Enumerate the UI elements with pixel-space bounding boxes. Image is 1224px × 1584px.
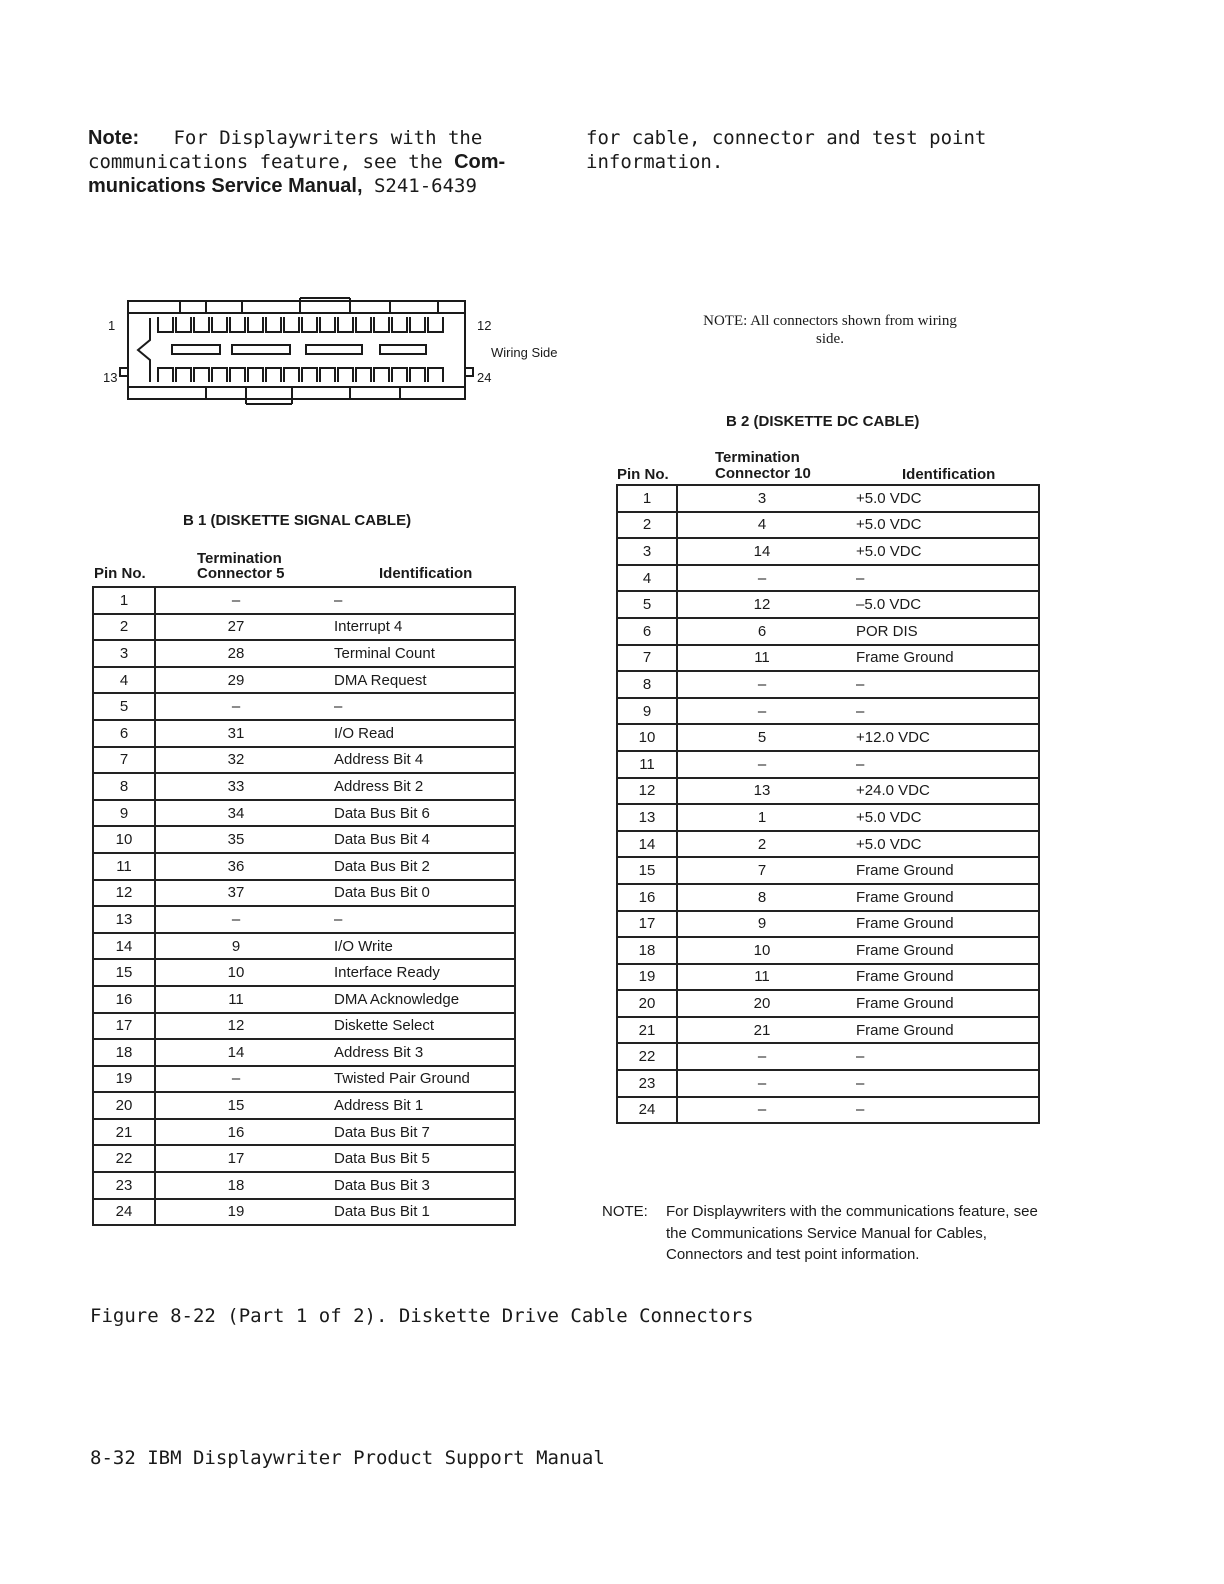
identification-cell: Frame Ground [846,1017,1039,1044]
pin-cell: 21 [617,1017,677,1044]
manual-name: Com- munications Service Manual, [88,151,506,197]
pin-cell: 12 [93,880,155,907]
pin-cell: 21 [93,1119,155,1146]
table-row [617,645,1039,672]
figure-caption: Figure 8-22 (Part 1 of 2). Diskette Drive Cable Connectors [90,1305,754,1327]
table-row [617,884,1039,911]
table-row [617,618,1039,645]
termination-cell: 11 [677,964,846,991]
identification-cell: Data Bus Bit 1 [316,1199,515,1226]
table-row [617,778,1039,805]
intro-note-left [88,126,540,198]
pin-cell: 10 [93,826,155,853]
identification-cell: Frame Ground [846,645,1039,672]
identification-cell: Data Bus Bit 0 [316,880,515,907]
termination-cell: – [231,591,241,609]
table-row [93,1199,515,1226]
b2-col-term-2: Connector 10 [715,465,811,482]
termination-cell: 21 [677,1017,846,1044]
identification-cell: – [846,751,1039,778]
identification-cell: +5.0 VDC [856,489,922,507]
connector-outline [128,301,465,399]
table-row [93,1145,515,1172]
pin-cell: 19 [93,1066,155,1093]
termination-cell: 33 [155,773,316,800]
pin-cell: 9 [617,698,677,725]
b2-col-id: Identification [902,466,996,483]
pin-cell: 6 [617,618,677,645]
termination-cell: – [677,698,846,725]
table-row [93,986,515,1013]
termination-cell: 10 [677,937,846,964]
b1-col-pin: Pin No. [94,565,146,582]
pin-cell: 1 [617,485,677,512]
table-row [617,512,1039,539]
termination-cell: – [155,1066,316,1093]
pin-cell: 16 [93,986,155,1013]
termination-cell: 3 [757,489,767,507]
termination-cell: 4 [677,512,846,539]
pin-cell: 12 [617,778,677,805]
termination-cell: 11 [677,645,846,672]
b2-col-term-1: Termination [715,449,800,466]
pin-cell: 5 [93,693,155,720]
intro-note-right: for cable, connector and test point information. [586,127,987,173]
identification-cell: DMA Acknowledge [316,986,515,1013]
pin-label-13: 13 [103,370,118,385]
identification-cell: – [334,591,343,609]
bottom-note-text: For Displaywriters with the communications feature, see the Communications Service Manual for Cables, Connectors and test point information. [666,1203,1038,1263]
termination-cell: 9 [677,911,846,938]
pin-cell: 6 [93,720,155,747]
note-text: For Displaywriters with the communications feature, see the [88,127,483,173]
pin-cell: 22 [93,1145,155,1172]
pin-cell: 24 [93,1199,155,1226]
termination-cell: 14 [155,1039,316,1066]
table-row [617,698,1039,725]
table-row [93,1172,515,1199]
pin-cell: 18 [93,1039,155,1066]
termination-cell: – [677,1097,846,1124]
identification-cell: Address Bit 3 [316,1039,515,1066]
identification-cell: – [846,671,1039,698]
pin-label-24: 24 [477,370,492,385]
identification-cell: – [846,698,1039,725]
table-row [93,773,515,800]
pin-cell: 17 [617,911,677,938]
termination-cell: 5 [677,724,846,751]
pin-cell: 13 [93,906,155,933]
identification-cell: – [846,1070,1039,1097]
pin-cell: 2 [93,614,155,641]
termination-cell: 2 [677,831,846,858]
identification-cell: I/O Read [316,720,515,747]
identification-cell: Twisted Pair Ground [316,1066,515,1093]
wiring-side-label: Wiring Side [491,345,558,360]
page-footer: 8-32 IBM Displaywriter Product Support Manual [90,1447,605,1469]
pin-cell: 9 [93,800,155,827]
table-row [617,857,1039,884]
table-row [617,804,1039,831]
pin-cell: 11 [617,751,677,778]
termination-cell: – [677,565,846,592]
pin-cell: 7 [93,747,155,774]
termination-cell: 19 [155,1199,316,1226]
identification-cell: DMA Request [316,667,515,694]
b2-pin-table [616,484,1040,1124]
pin-cell: 14 [617,831,677,858]
termination-cell: 1 [677,804,846,831]
table-row [93,693,515,720]
termination-cell: 34 [155,800,316,827]
termination-cell: 6 [677,618,846,645]
pin-cell: 18 [617,937,677,964]
identification-cell: +5.0 VDC [846,538,1039,565]
pin-cell: 8 [93,773,155,800]
table-row [93,587,515,614]
table-row [93,1066,515,1093]
pin-cell: 10 [617,724,677,751]
pin-cell: 15 [93,959,155,986]
identification-cell: Frame Ground [846,857,1039,884]
termination-cell: 18 [155,1172,316,1199]
table-row [93,640,515,667]
table-row [617,1070,1039,1097]
pin-cell: 16 [617,884,677,911]
table-row [617,1017,1039,1044]
identification-cell: Frame Ground [846,884,1039,911]
termination-cell: 29 [155,667,316,694]
identification-cell: Diskette Select [316,1013,515,1040]
identification-cell: POR DIS [846,618,1039,645]
pin-cell: 2 [617,512,677,539]
identification-cell: – [846,565,1039,592]
pin-cell: 5 [617,591,677,618]
pin-cell: 19 [617,964,677,991]
identification-cell: +12.0 VDC [846,724,1039,751]
connector-diagram [100,296,580,408]
termination-cell: – [677,1070,846,1097]
table-row [617,485,1039,512]
identification-cell: Interface Ready [316,959,515,986]
termination-cell: – [677,1043,846,1070]
identification-cell: Frame Ground [846,964,1039,991]
pin-cell: 20 [93,1092,155,1119]
b2-col-pin: Pin No. [617,466,669,483]
identification-cell: Interrupt 4 [316,614,515,641]
table-row [93,747,515,774]
identification-cell: – [316,693,515,720]
termination-cell: 36 [155,853,316,880]
pin-cell: 17 [93,1013,155,1040]
table-row [93,959,515,986]
table-row [617,671,1039,698]
termination-cell: 8 [677,884,846,911]
pin-cell: 11 [93,853,155,880]
pin-cell: 22 [617,1043,677,1070]
table-row [93,614,515,641]
table-row [617,964,1039,991]
b1-title: B 1 (DISKETTE SIGNAL CABLE) [183,512,412,529]
table-row [93,880,515,907]
table-row [617,990,1039,1017]
termination-cell: 15 [155,1092,316,1119]
pin-cell: 8 [617,671,677,698]
note-label: Note: [88,127,140,149]
table-row [617,937,1039,964]
termination-cell: 12 [155,1013,316,1040]
termination-cell: 31 [155,720,316,747]
identification-cell: Terminal Count [316,640,515,667]
termination-cell: 27 [155,614,316,641]
table-row [93,1092,515,1119]
table-row [617,565,1039,592]
table-row [93,933,515,960]
table-row [93,826,515,853]
termination-cell: 10 [155,959,316,986]
bottom-note-label: NOTE: [602,1203,648,1220]
pin-label-1: 1 [108,318,116,333]
identification-cell: Data Bus Bit 4 [316,826,515,853]
termination-cell: 37 [155,880,316,907]
identification-cell: Frame Ground [846,911,1039,938]
identification-cell: Data Bus Bit 7 [316,1119,515,1146]
table-row [617,1097,1039,1124]
pin-cell: 7 [617,645,677,672]
termination-cell: 28 [155,640,316,667]
identification-cell: +24.0 VDC [846,778,1039,805]
pin-cell: 14 [93,933,155,960]
manual-number: S241-6439 [373,175,477,197]
pin-cell: 24 [617,1097,677,1124]
table-row [93,906,515,933]
termination-cell: 17 [155,1145,316,1172]
table-row [617,751,1039,778]
b1-col-term-1: Termination [197,550,282,567]
identification-cell: Address Bit 1 [316,1092,515,1119]
b1-col-term-2: Connector 5 [197,565,285,582]
pin-cell: 3 [93,640,155,667]
table-row [93,667,515,694]
termination-cell: 20 [677,990,846,1017]
termination-cell: 16 [155,1119,316,1146]
termination-cell: – [677,671,846,698]
pin-cell: 3 [617,538,677,565]
b2-title: B 2 (DISKETTE DC CABLE) [726,413,920,430]
pin-cell: 20 [617,990,677,1017]
termination-cell: 12 [677,591,846,618]
termination-cell: 35 [155,826,316,853]
pin-cell: 23 [93,1172,155,1199]
identification-cell: – [846,1097,1039,1124]
identification-cell: +5.0 VDC [846,804,1039,831]
pin-cell: 23 [617,1070,677,1097]
termination-cell: 14 [677,538,846,565]
table-row [93,1119,515,1146]
b1-col-id: Identification [379,565,473,582]
identification-cell: Address Bit 2 [316,773,515,800]
termination-cell: 32 [155,747,316,774]
table-row [93,720,515,747]
connectors-note: NOTE: All connectors shown from wiring side. [703,313,957,347]
table-row [93,800,515,827]
bottom-note [602,1201,1062,1266]
pin-cell: 4 [617,565,677,592]
identification-cell: Frame Ground [846,990,1039,1017]
termination-cell: 7 [677,857,846,884]
table-row [617,591,1039,618]
pin-cell: 13 [617,804,677,831]
identification-cell: +5.0 VDC [846,512,1039,539]
pin-label-12: 12 [477,318,492,333]
identification-cell: Data Bus Bit 5 [316,1145,515,1172]
identification-cell: Address Bit 4 [316,747,515,774]
pin-cell: 1 [93,587,155,614]
table-row [93,1039,515,1066]
table-row [617,1043,1039,1070]
identification-cell: Data Bus Bit 2 [316,853,515,880]
pin-cell: 15 [617,857,677,884]
termination-cell: 13 [677,778,846,805]
table-row [93,853,515,880]
b1-pin-table [92,586,516,1226]
table-row [617,724,1039,751]
identification-cell: – [846,1043,1039,1070]
termination-cell: – [155,906,316,933]
identification-cell: – [316,906,515,933]
table-row [617,538,1039,565]
identification-cell: Data Bus Bit 6 [316,800,515,827]
identification-cell: –5.0 VDC [846,591,1039,618]
identification-cell: +5.0 VDC [846,831,1039,858]
table-row [617,911,1039,938]
identification-cell: Frame Ground [846,937,1039,964]
termination-cell: – [677,751,846,778]
table-row [617,831,1039,858]
identification-cell: I/O Write [316,933,515,960]
pin-cell: 4 [93,667,155,694]
termination-cell: 9 [155,933,316,960]
table-row [93,1013,515,1040]
identification-cell: Data Bus Bit 3 [316,1172,515,1199]
termination-cell: 11 [155,986,316,1013]
termination-cell: – [155,693,316,720]
